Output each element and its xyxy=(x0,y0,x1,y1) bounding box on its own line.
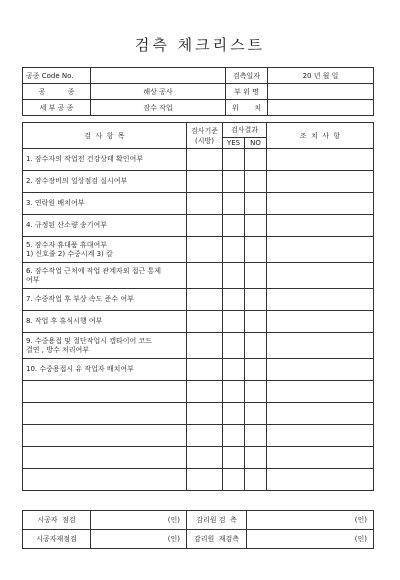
header-no: NO xyxy=(245,138,267,149)
part-value[interactable] xyxy=(268,84,374,100)
action-cell[interactable] xyxy=(267,425,374,447)
info-row-code xyxy=(23,68,374,84)
standard-cell[interactable] xyxy=(187,359,223,381)
action-cell[interactable] xyxy=(267,381,374,403)
supervisor-recheck-seal[interactable]: (인) xyxy=(247,530,374,549)
yes-cell[interactable] xyxy=(223,149,245,171)
part-label: 부 위 명 xyxy=(226,84,268,100)
no-cell[interactable] xyxy=(245,469,267,491)
empty-row xyxy=(23,403,374,425)
standard-cell[interactable] xyxy=(187,403,223,425)
check-item-label: 3. 연락원 배치여부 xyxy=(23,193,187,215)
action-cell[interactable] xyxy=(267,289,374,311)
yes-cell[interactable] xyxy=(223,469,245,491)
no-cell[interactable] xyxy=(245,447,267,469)
action-cell[interactable] xyxy=(267,469,374,491)
date-label: 검측일자 xyxy=(226,68,268,84)
no-cell[interactable] xyxy=(245,333,267,359)
yes-cell[interactable] xyxy=(223,311,245,333)
sign-row-1 xyxy=(23,511,374,530)
header-standard-sub: (시방) xyxy=(195,136,214,145)
empty-row xyxy=(23,469,374,491)
code-label: 공종 Code No. xyxy=(23,68,91,84)
detail-label: 세 부 공 종 xyxy=(23,100,91,116)
yes-cell[interactable] xyxy=(223,289,245,311)
supervisor-recheck-label: 감리원 재검측 xyxy=(187,530,247,549)
contractor-check-seal[interactable]: (인) xyxy=(91,511,187,530)
yes-cell[interactable] xyxy=(223,403,245,425)
header-standard xyxy=(187,123,223,149)
header-standard-label: 검사기준 xyxy=(190,126,219,135)
check-item-label: 9. 수중용접 및 절단작업시 캡타이어 코드 결연 , 방수 처리여부 xyxy=(23,333,187,359)
yes-cell[interactable] xyxy=(223,381,245,403)
table-row xyxy=(23,263,374,289)
check-item-label: 8. 작업 후 휴식시행 여부 xyxy=(23,311,187,333)
check-item-label: 4. 규정된 산소량 송기여부 xyxy=(23,215,187,237)
supervisor-check-seal[interactable]: (인) xyxy=(247,511,374,530)
action-cell[interactable] xyxy=(267,403,374,425)
standard-cell[interactable] xyxy=(187,215,223,237)
table-row xyxy=(23,359,374,381)
no-cell[interactable] xyxy=(245,289,267,311)
table-row xyxy=(23,237,374,263)
empty-row xyxy=(23,447,374,469)
sign-row-2 xyxy=(23,530,374,549)
contractor-recheck-label: 시공자재점검 xyxy=(23,530,91,549)
item-cell[interactable] xyxy=(23,447,187,469)
empty-row xyxy=(23,381,374,403)
yes-cell[interactable] xyxy=(223,171,245,193)
yes-cell[interactable] xyxy=(223,237,245,263)
action-cell[interactable] xyxy=(267,149,374,171)
table-row xyxy=(23,311,374,333)
work-label: 공 종 xyxy=(23,84,91,100)
check-item-label: 2. 잠수장비의 일상점검 실시여부 xyxy=(23,171,187,193)
page-title: 검측 체크리스트 xyxy=(134,36,266,54)
check-item-label: 6. 잠수작업 근처에 작업 관계자외 접근 통제 여부 xyxy=(23,263,187,289)
contractor-check-label: 시공자 점검 xyxy=(23,511,91,530)
yes-cell[interactable] xyxy=(223,447,245,469)
item-cell[interactable] xyxy=(23,469,187,491)
no-cell[interactable] xyxy=(245,403,267,425)
action-cell[interactable] xyxy=(267,171,374,193)
table-row xyxy=(23,171,374,193)
header-yes: YES xyxy=(223,138,245,149)
action-cell[interactable] xyxy=(267,263,374,289)
action-cell[interactable] xyxy=(267,193,374,215)
no-cell[interactable] xyxy=(245,381,267,403)
header-action: 조 치 사 항 xyxy=(267,123,374,149)
action-cell[interactable] xyxy=(267,237,374,263)
check-item-label: 7. 수중작업 후 부상 속도 준수 여부 xyxy=(23,289,187,311)
table-row xyxy=(23,193,374,215)
check-item-label: 10. 수중용접시 유 작업자 배치여부 xyxy=(23,359,187,381)
location-label: 위 치 xyxy=(226,100,268,116)
work-value[interactable]: 해상 공사 xyxy=(91,84,226,100)
checklist-table xyxy=(22,122,374,491)
code-value[interactable] xyxy=(91,68,226,84)
contractor-recheck-seal[interactable]: (인) xyxy=(91,530,187,549)
item-cell[interactable] xyxy=(23,381,187,403)
yes-cell[interactable] xyxy=(223,215,245,237)
standard-cell[interactable] xyxy=(187,237,223,263)
standard-cell[interactable] xyxy=(187,193,223,215)
action-cell[interactable] xyxy=(267,359,374,381)
standard-cell[interactable] xyxy=(187,447,223,469)
check-item-label: 1. 잠수자의 작업전 건강상태 확인여부 xyxy=(23,149,187,171)
standard-cell[interactable] xyxy=(187,171,223,193)
no-cell[interactable] xyxy=(245,425,267,447)
yes-cell[interactable] xyxy=(223,425,245,447)
info-row-detail xyxy=(23,100,374,116)
action-cell[interactable] xyxy=(267,447,374,469)
detail-value[interactable]: 잠수 작업 xyxy=(91,100,226,116)
table-row xyxy=(23,149,374,171)
check-item-label: 5. 잠수자 휴대품 휴대여부 1) 신호줄 2) 수중시계 3) 칼 xyxy=(23,237,187,263)
standard-cell[interactable] xyxy=(187,381,223,403)
item-cell[interactable] xyxy=(23,425,187,447)
yes-cell[interactable] xyxy=(223,333,245,359)
standard-cell[interactable] xyxy=(187,263,223,289)
standard-cell[interactable] xyxy=(187,289,223,311)
no-cell[interactable] xyxy=(245,263,267,289)
yes-cell[interactable] xyxy=(223,263,245,289)
date-value[interactable]: 20 년 월 일 xyxy=(268,68,374,84)
location-value[interactable] xyxy=(268,100,374,116)
action-cell[interactable] xyxy=(267,333,374,359)
no-cell[interactable] xyxy=(245,193,267,215)
no-cell[interactable] xyxy=(245,149,267,171)
yes-cell[interactable] xyxy=(223,359,245,381)
header-items: 검 사 항 목 xyxy=(23,123,187,149)
info-table xyxy=(22,67,374,116)
standard-cell[interactable] xyxy=(187,333,223,359)
yes-cell[interactable] xyxy=(223,193,245,215)
table-row xyxy=(23,215,374,237)
empty-row xyxy=(23,425,374,447)
no-cell[interactable] xyxy=(245,171,267,193)
standard-cell[interactable] xyxy=(187,311,223,333)
table-row xyxy=(23,333,374,359)
no-cell[interactable] xyxy=(245,215,267,237)
no-cell[interactable] xyxy=(245,311,267,333)
item-cell[interactable] xyxy=(23,403,187,425)
standard-cell[interactable] xyxy=(187,425,223,447)
supervisor-check-label: 감리원 검 측 xyxy=(187,511,247,530)
table-row xyxy=(23,289,374,311)
info-row-work xyxy=(23,84,374,100)
sign-table xyxy=(22,510,374,549)
standard-cell[interactable] xyxy=(187,149,223,171)
header-result: 검사결과 xyxy=(223,123,267,138)
action-cell[interactable] xyxy=(267,215,374,237)
action-cell[interactable] xyxy=(267,311,374,333)
standard-cell[interactable] xyxy=(187,469,223,491)
no-cell[interactable] xyxy=(245,359,267,381)
no-cell[interactable] xyxy=(245,237,267,263)
